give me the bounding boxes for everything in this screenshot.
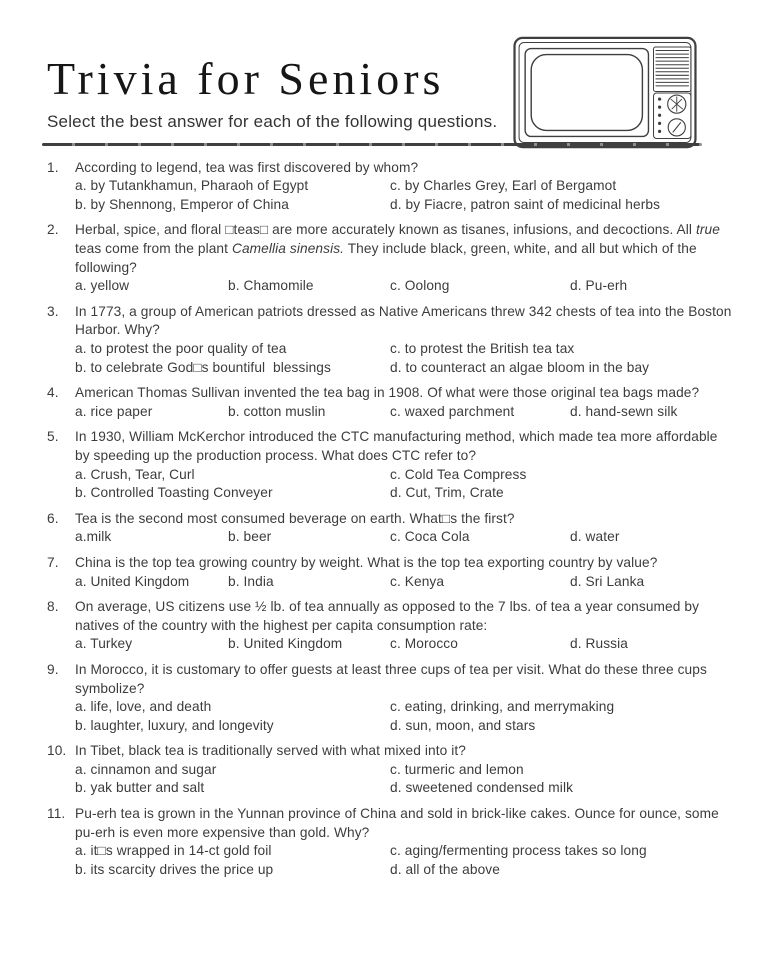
answer-option-a: a. by Tutankhamun, Pharaoh of Egypt bbox=[75, 178, 309, 194]
options-grid bbox=[75, 277, 735, 296]
question-text: Tea is the second most consumed beverage on earth. What□s the first? bbox=[75, 510, 515, 526]
answer-option-a: a. to protest the poor quality of tea bbox=[75, 341, 287, 357]
options-grid bbox=[75, 177, 735, 214]
answer-option-d: d. all of the above bbox=[390, 861, 500, 877]
question-body bbox=[75, 742, 735, 798]
question-number: 5. bbox=[47, 429, 59, 445]
answer-option-d: d. water bbox=[570, 529, 620, 545]
answer-option-b: b. to celebrate God□s bountiful blessings bbox=[75, 359, 331, 375]
answer-option-c: c. by Charles Grey, Earl of Bergamot bbox=[390, 178, 617, 194]
options-grid bbox=[75, 340, 735, 377]
question-body bbox=[75, 510, 735, 547]
answer-option-a: a. Crush, Tear, Curl bbox=[75, 466, 195, 482]
answer-option-a: a.milk bbox=[75, 529, 112, 545]
options-grid bbox=[75, 403, 735, 422]
answer-option-c: c. Morocco bbox=[390, 636, 458, 652]
answer-option-a: a. life, love, and death bbox=[75, 699, 212, 715]
question-text: In 1930, William McKerchor introduced the CTC manufacturing method, which made tea more affordable by speeding up the production process. What does CTC refer to? bbox=[75, 429, 718, 463]
question-text: On average, US citizens use ½ lb. of tea annually as opposed to the 7 lbs. of tea a year consumed by natives of the country with the highest per capita consumption rate: bbox=[75, 599, 700, 633]
question-item bbox=[47, 805, 741, 879]
answer-option-c: c. aging/fermenting process takes so long bbox=[390, 843, 647, 859]
answer-option-b: b. by Shennong, Emperor of China bbox=[75, 196, 289, 212]
question-number: 1. bbox=[47, 159, 59, 175]
question-item bbox=[47, 554, 741, 591]
question-item bbox=[47, 303, 741, 377]
vintage-tv-icon bbox=[512, 34, 698, 152]
question-body bbox=[75, 661, 735, 735]
header bbox=[0, 0, 759, 146]
answer-option-b: b. Chamomile bbox=[228, 278, 314, 294]
answer-option-b: b. United Kingdom bbox=[228, 636, 343, 652]
question-number: 11. bbox=[47, 806, 66, 822]
question-number: 6. bbox=[47, 510, 59, 526]
answer-option-c: c. Coca Cola bbox=[390, 529, 470, 545]
answer-option-b: b. cotton muslin bbox=[228, 403, 326, 419]
question-item bbox=[47, 661, 741, 735]
answer-option-c: c. Oolong bbox=[390, 278, 450, 294]
question-item bbox=[47, 598, 741, 654]
options-grid bbox=[75, 761, 735, 798]
question-item bbox=[47, 510, 741, 547]
options-grid bbox=[75, 573, 735, 592]
question-list bbox=[0, 159, 759, 880]
answer-option-d: d. Russia bbox=[570, 636, 628, 652]
answer-option-b: b. beer bbox=[228, 529, 272, 545]
answer-option-d: d. to counteract an algae bloom in the bay bbox=[390, 359, 650, 375]
answer-option-a: a. rice paper bbox=[75, 403, 153, 419]
question-number: 9. bbox=[47, 661, 59, 677]
answer-option-a: a. yellow bbox=[75, 278, 130, 294]
question-number: 10. bbox=[47, 743, 67, 759]
answer-option-d: d. sweetened condensed milk bbox=[390, 780, 574, 796]
answer-option-d: d. hand-sewn silk bbox=[570, 403, 678, 419]
answer-option-b: b. Controlled Toasting Conveyer bbox=[75, 485, 273, 501]
question-text: According to legend, tea was first discovered by whom? bbox=[75, 159, 419, 175]
options-grid bbox=[75, 528, 735, 547]
question-text: In Tibet, black tea is traditionally served with what mixed into it? bbox=[75, 743, 466, 759]
answer-option-a: a. it□s wrapped in 14-ct gold foil bbox=[75, 843, 272, 859]
question-item bbox=[47, 742, 741, 798]
question-item bbox=[47, 428, 741, 502]
question-text: China is the top tea growing country by weight. What is the top tea exporting country by value? bbox=[75, 554, 658, 570]
question-number: 8. bbox=[47, 599, 59, 615]
options-grid bbox=[75, 635, 735, 654]
options-grid bbox=[75, 842, 735, 879]
question-body bbox=[75, 554, 735, 591]
question-text: In 1773, a group of American patriots dressed as Native Americans threw 342 chests of tea into the Boston Harbor. Why? bbox=[75, 303, 732, 338]
question-body bbox=[75, 384, 735, 421]
answer-option-d: d. Pu-erh bbox=[570, 278, 628, 294]
answer-option-d: d. Sri Lanka bbox=[570, 573, 645, 589]
question-item bbox=[47, 159, 741, 215]
answer-option-b: b. India bbox=[228, 573, 274, 589]
question-body bbox=[75, 159, 735, 215]
page-subtitle: Select the best answer for each of the following questions. bbox=[47, 111, 498, 131]
question-body bbox=[75, 221, 735, 295]
question-text: Herbal, spice, and floral □teas□ are more accurately known as tisanes, infusions, and decoctions. All true teas come from the plant Camellia sinensis. They include black, green, white, and all but which of the following? bbox=[75, 222, 720, 275]
question-item bbox=[47, 384, 741, 421]
question-body bbox=[75, 428, 735, 502]
question-item bbox=[47, 221, 741, 295]
question-text: In Morocco, it is customary to offer guests at least three cups of tea per visit. What do these three cups symbolize? bbox=[75, 661, 707, 696]
question-text: American Thomas Sullivan invented the tea bag in 1908. Of what were those original tea bags made? bbox=[75, 385, 700, 401]
question-body bbox=[75, 598, 735, 654]
page-title: Trivia for Seniors bbox=[47, 53, 445, 104]
question-body bbox=[75, 303, 735, 377]
answer-option-d: d. sun, moon, and stars bbox=[390, 717, 536, 733]
options-grid bbox=[75, 466, 735, 503]
answer-option-c: c. Kenya bbox=[390, 573, 445, 589]
answer-option-d: d. by Fiacre, patron saint of medicinal herbs bbox=[390, 196, 661, 212]
answer-option-b: b. laughter, luxury, and longevity bbox=[75, 717, 274, 733]
question-body bbox=[75, 805, 735, 879]
answer-option-b: b. yak butter and salt bbox=[75, 780, 205, 796]
options-grid bbox=[75, 698, 735, 735]
answer-option-d: d. Cut, Trim, Crate bbox=[390, 485, 504, 501]
answer-option-a: a. cinnamon and sugar bbox=[75, 761, 217, 777]
question-text: Pu-erh tea is grown in the Yunnan province of China and sold in brick-like cakes. Ounce for ounce, some pu-erh is even more expensive than gold. Why? bbox=[75, 806, 719, 840]
answer-option-c: c. turmeric and lemon bbox=[390, 761, 524, 777]
question-number: 4. bbox=[47, 385, 59, 401]
question-number: 3. bbox=[47, 303, 59, 319]
answer-option-c: c. eating, drinking, and merrymaking bbox=[390, 699, 615, 715]
answer-option-a: a. Turkey bbox=[75, 636, 133, 652]
answer-option-b: b. its scarcity drives the price up bbox=[75, 861, 274, 877]
question-number: 7. bbox=[47, 554, 59, 570]
answer-option-c: c. waxed parchment bbox=[390, 403, 515, 419]
question-number: 2. bbox=[47, 222, 59, 238]
answer-option-c: c. to protest the British tea tax bbox=[390, 341, 575, 357]
answer-option-c: c. Cold Tea Compress bbox=[390, 466, 527, 482]
answer-option-a: a. United Kingdom bbox=[75, 573, 190, 589]
